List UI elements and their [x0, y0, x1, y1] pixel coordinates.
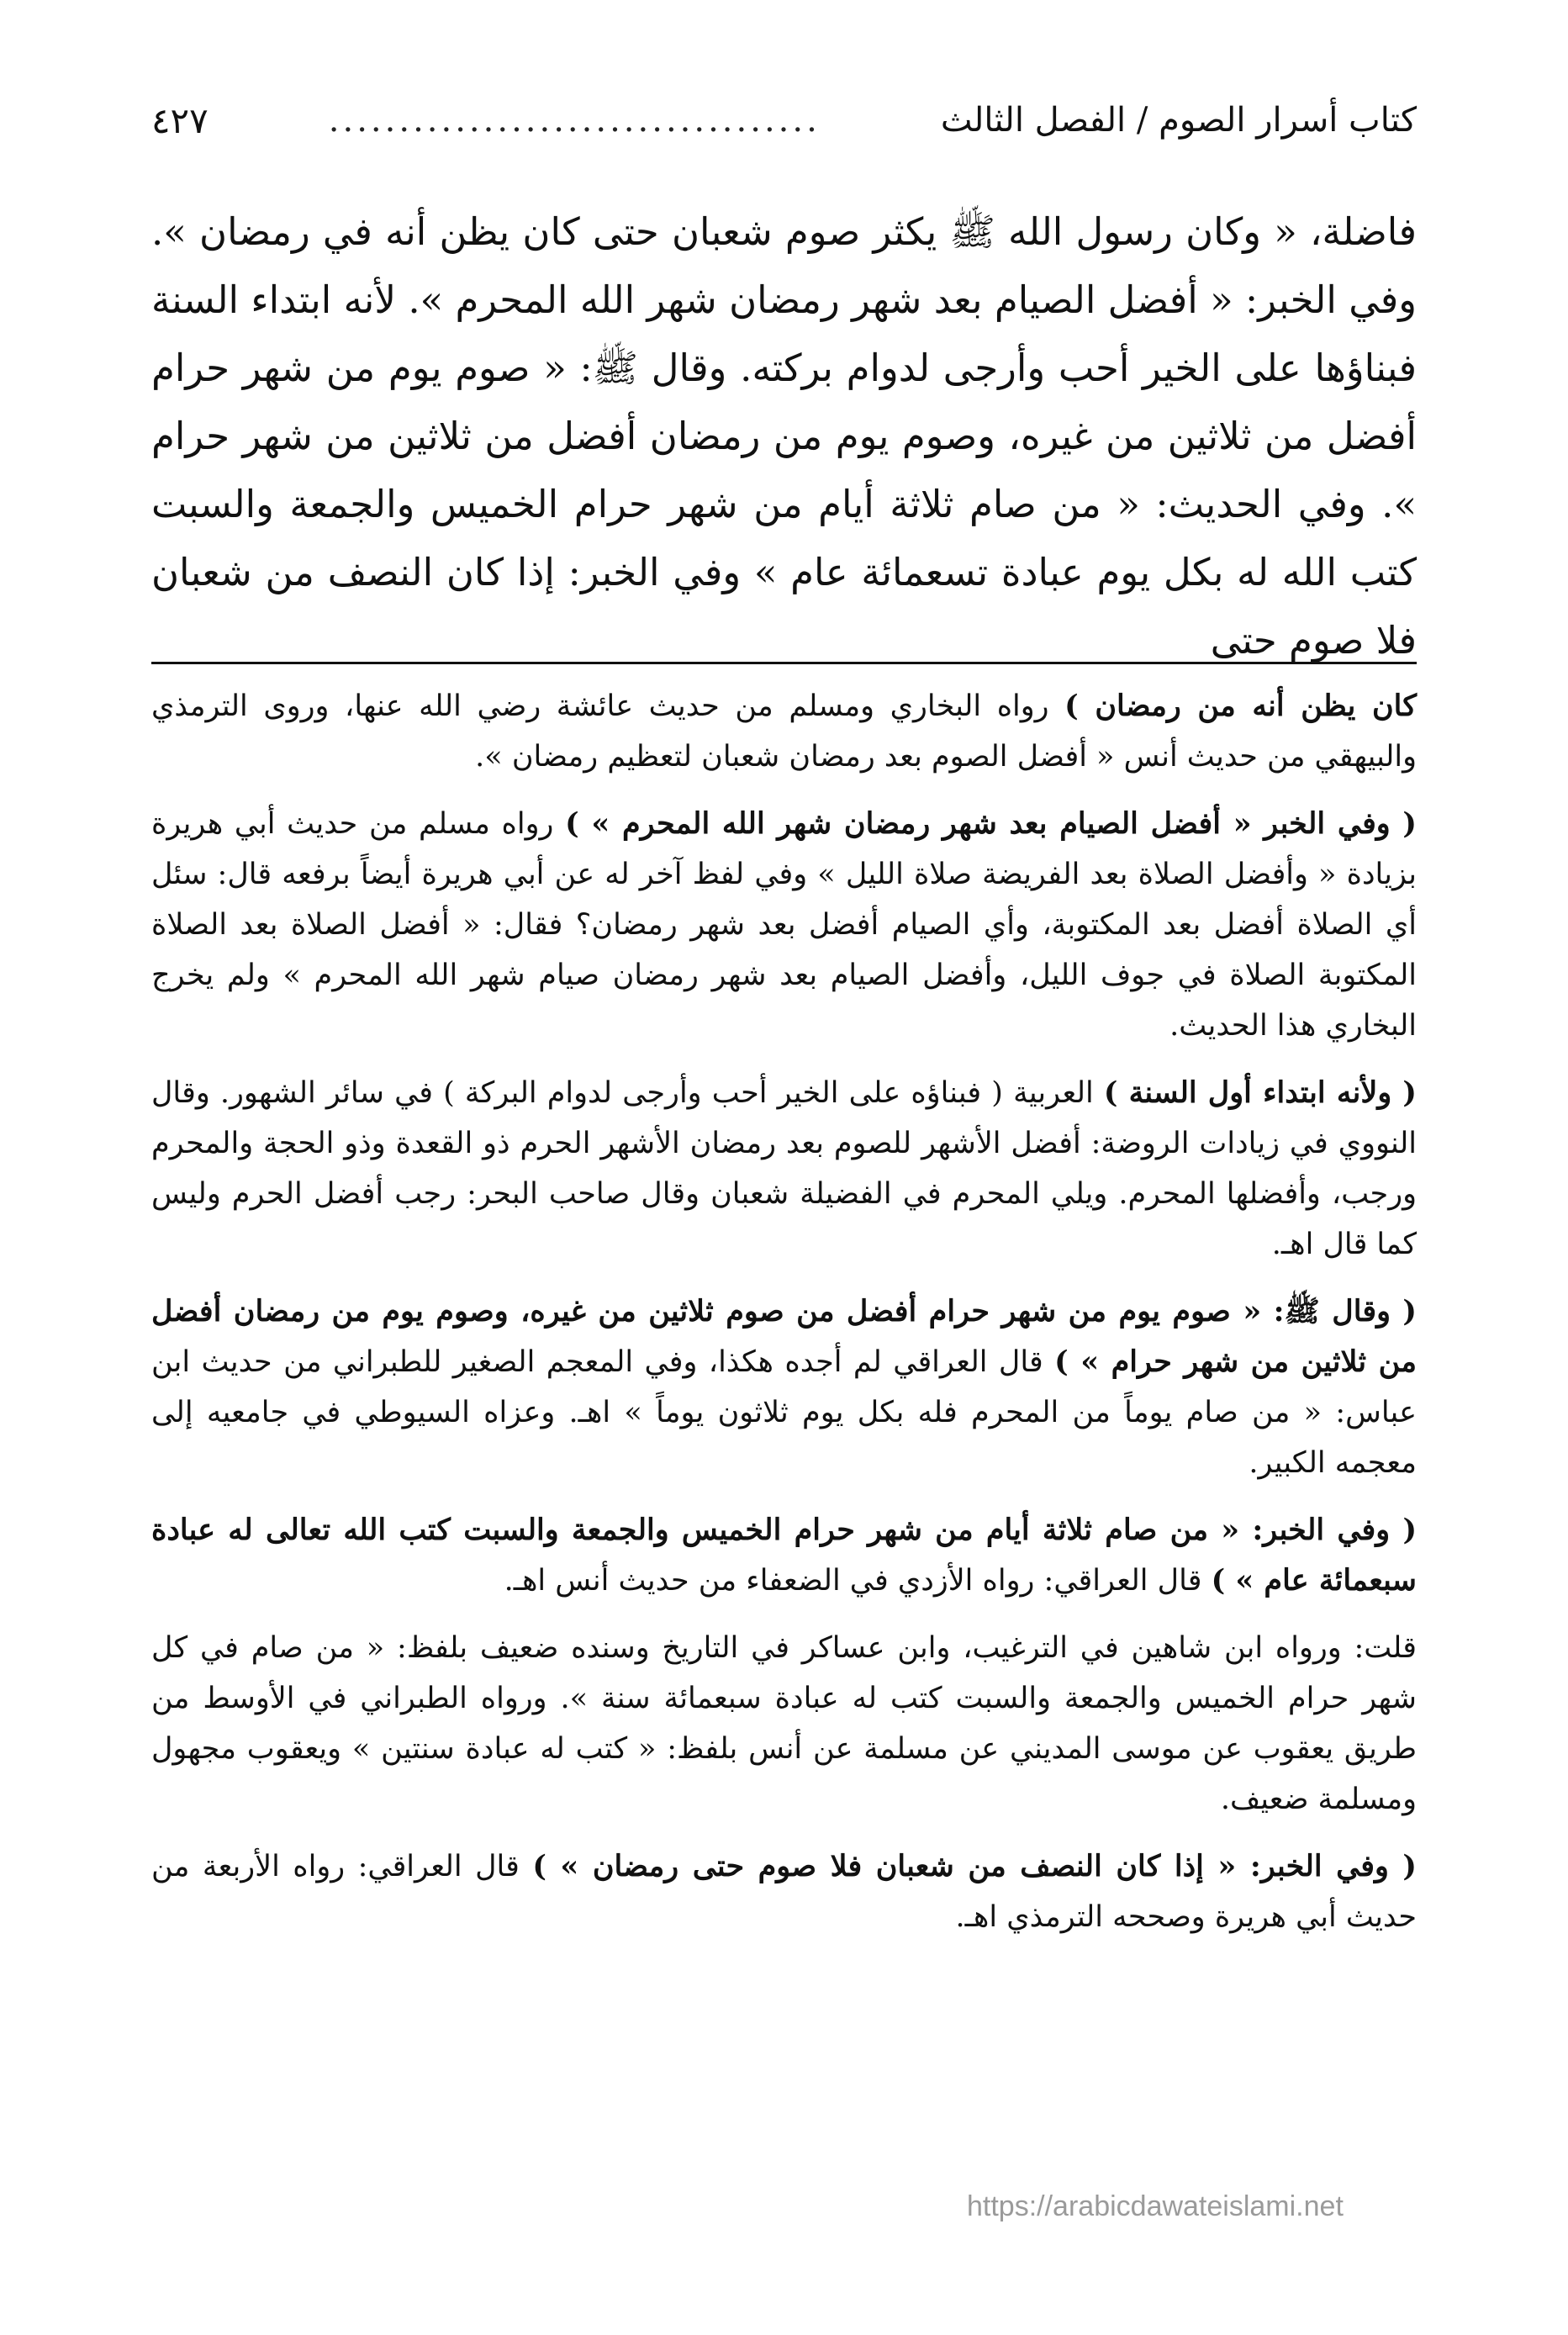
note-text: قال العراقي لم أجده هكذا، وفي المعجم الصغير للطبراني من حديث ابن عباس: « من صام يوماً من المحرم فله بكل يوم ثلاثون يوماً » اهـ. وعزاه السيوطي في جامعيه إلى معجمه الكبير.	[151, 1345, 1417, 1480]
main-paragraph: فاضلة، « وكان رسول الله ﷺ يكثر صوم شعبان حتى كان يظن أنه في رمضان ». وفي الخبر: « أفضل الصيام بعد شهر رمضان شهر الله المحرم ». لأنه ابتداء السنة فبناؤها على الخير أحب وأرجى لدوام بركته. وقال ﷺ: « صوم يوم من شهر حرام أفضل من ثلاثين من غيره، وصوم يوم من رمضان أفضل من ثلاثين من شهر حرام ». وفي الحديث: « من صام ثلاثة أيام من شهر حرام الخميس والجمعة والسبت كتب الله له بكل يوم عبادة تسعمائة عام » وفي الخبر: إذا كان النصف من شعبان فلا صوم حتى	[151, 209, 1417, 663]
note-text: قلت: ورواه ابن شاهين في الترغيب، وابن عساكر في التاريخ وسنده ضعيف بلفظ: « من صام في كل شهر حرام الخميس والجمعة والسبت كتب له عبادة سبعمائة سنة ». ورواه الطبراني في الأوسط من طريق يعقوب عن موسى المديني عن مسلمة عن أنس بلفظ: « كتب له عبادة سنتين » ويعقوب مجهول ومسلمة ضعيف.	[151, 1631, 1417, 1816]
watermark-url: https://arabicdawateislami.net	[967, 2190, 1344, 2222]
commentary-note-1	[151, 681, 1417, 782]
page-number: ٤٢٧	[151, 99, 209, 141]
note-lemma: ( ولأنه ابتداء أول السنة )	[1103, 1075, 1417, 1110]
commentary-block	[151, 681, 1417, 1959]
note-lemma: ( وقال ﷺ: « صوم يوم من شهر حرام أفضل من صوم ثلاثين من غيره، وصوم يوم من رمضان أفضل من ثلاثين من شهر حرام » )	[151, 1294, 1417, 1379]
commentary-note-4	[151, 1286, 1417, 1488]
note-lemma: ( وفي الخبر: « إذا كان النصف من شعبان فلا صوم حتى رمضان » )	[532, 1849, 1417, 1883]
note-text: رواه البخاري ومسلم من حديث عائشة رضي الله عنها، وروى الترمذي والبيهقي من حديث أنس « أفضل الصوم بعد رمضان شعبان لتعظيم رمضان ».	[151, 689, 1417, 774]
commentary-note-6	[151, 1623, 1417, 1825]
running-header	[151, 91, 1417, 150]
footnote-divider	[151, 662, 1417, 664]
commentary-note-2	[151, 799, 1417, 1051]
note-lemma: كان يظن أنه من رمضان )	[1064, 689, 1417, 723]
note-text: قال العراقي: رواه الأزدي في الضعفاء من حديث أنس اهـ.	[504, 1564, 1212, 1598]
note-lemma: ( وفي الخبر « أفضل الصيام بعد شهر رمضان شهر الله المحرم » )	[565, 806, 1417, 841]
leader-dots: ...................................	[328, 101, 821, 140]
chapter-title: كتاب أسرار الصوم / الفصل الثالث	[940, 101, 1417, 140]
note-text: قال العراقي: رواه الأربعة من حديث أبي هريرة وصححه الترمذي اهـ.	[151, 1850, 1417, 1934]
note-text: رواه مسلم من حديث أبي هريرة بزيادة « وأفضل الصلاة بعد الفريضة صلاة الليل » وفي لفظ آخر له عن أبي هريرة أيضاً برفعه قال: سئل أي الصلاة أفضل بعد المكتوبة، وأي الصيام أفضل بعد شهر رمضان؟ فقال: « أفضل الصلاة بعد الصلاة المكتوبة الصلاة في جوف الليل، وأفضل الصيام بعد شهر رمضان صيام شهر الله المحرم » ولم يخرج البخاري هذا الحديث.	[151, 807, 1417, 1043]
commentary-note-7	[151, 1841, 1417, 1942]
note-lemma: ( وفي الخبر: « من صام ثلاثة أيام من شهر حرام الخميس والجمعة والسبت كتب الله تعالى له عبادة سبعمائة عام » )	[151, 1513, 1417, 1598]
commentary-note-3	[151, 1068, 1417, 1270]
note-text: العربية ( فبناؤه على الخير أحب وأرجى لدوام البركة ) في سائر الشهور. وقال النووي في زيادات الروضة: أفضل الأشهر للصوم بعد رمضان الأشهر الحرم ذو القعدة وذو الحجة والمحرم ورجب، وأفضلها المحرم. ويلي المحرم في الفضيلة شعبان وقال صاحب البحر: رجب أفضل الحرم وليس كما قال اهـ.	[151, 1076, 1417, 1261]
main-text-block	[151, 198, 1417, 674]
commentary-note-5	[151, 1505, 1417, 1606]
